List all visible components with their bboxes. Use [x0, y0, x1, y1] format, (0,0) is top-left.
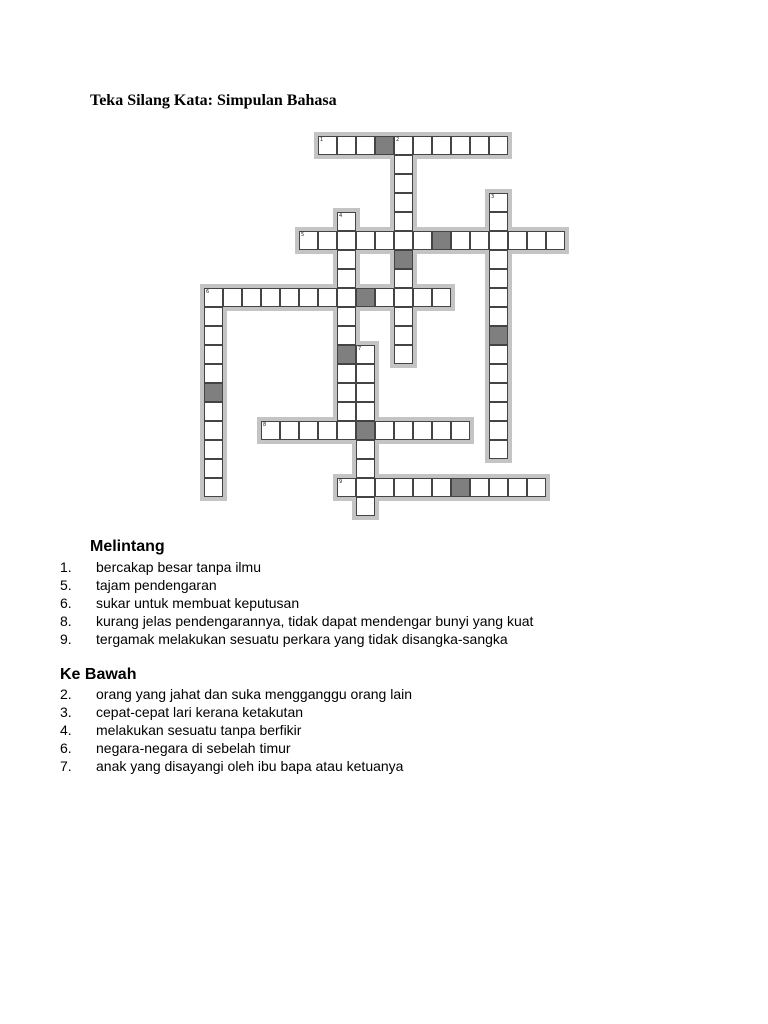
- grid-cell[interactable]: [394, 212, 413, 231]
- grid-cell[interactable]: [375, 421, 394, 440]
- grid-cell[interactable]: [451, 136, 470, 155]
- grid-cell[interactable]: [489, 402, 508, 421]
- grid-cell[interactable]: [470, 231, 489, 250]
- clue-number: 5.: [60, 577, 72, 593]
- grid-cell[interactable]: [375, 288, 394, 307]
- clue-number: 7.: [60, 758, 72, 774]
- grid-cell[interactable]: [356, 364, 375, 383]
- grid-cell[interactable]: [489, 345, 508, 364]
- shaded-cell: [394, 250, 413, 269]
- across-clue: [60, 612, 533, 630]
- across-heading: Melintang: [90, 538, 165, 555]
- grid-cell[interactable]: [356, 231, 375, 250]
- grid-cell[interactable]: [394, 193, 413, 212]
- grid-cell[interactable]: [394, 231, 413, 250]
- clue-number-label: 9: [339, 479, 343, 485]
- clue-number-label: 4: [339, 213, 343, 219]
- grid-cell[interactable]: [337, 136, 356, 155]
- grid-cell[interactable]: [261, 288, 280, 307]
- grid-cell[interactable]: [470, 136, 489, 155]
- shaded-cell: [375, 136, 394, 155]
- grid-cell[interactable]: [204, 364, 223, 383]
- clue-number-label: 6: [206, 289, 210, 295]
- shaded-cell: [337, 345, 356, 364]
- grid-cell[interactable]: [299, 421, 318, 440]
- down-clue: [60, 739, 291, 757]
- grid-cell[interactable]: [394, 288, 413, 307]
- clue-number-label: 8: [263, 422, 267, 428]
- grid-cell[interactable]: [204, 459, 223, 478]
- grid-cell[interactable]: [394, 269, 413, 288]
- grid-cell[interactable]: [413, 421, 432, 440]
- grid-cell[interactable]: [527, 231, 546, 250]
- clue-number: 4.: [60, 722, 72, 738]
- shaded-cell: [451, 478, 470, 497]
- grid-cell[interactable]: [432, 421, 451, 440]
- clue-number-label: 5: [301, 232, 305, 238]
- grid-cell[interactable]: [204, 307, 223, 326]
- grid-cell[interactable]: [413, 288, 432, 307]
- clue-number: 2.: [60, 686, 72, 702]
- grid-cell[interactable]: [489, 212, 508, 231]
- grid-cell[interactable]: [337, 269, 356, 288]
- grid-cell[interactable]: [337, 250, 356, 269]
- grid-cell[interactable]: [280, 288, 299, 307]
- grid-cell[interactable]: [413, 136, 432, 155]
- grid-cell[interactable]: [242, 288, 261, 307]
- grid-cell[interactable]: [337, 307, 356, 326]
- grid-cell[interactable]: [318, 288, 337, 307]
- grid-cell[interactable]: [356, 478, 375, 497]
- grid-cell[interactable]: [489, 421, 508, 440]
- grid-cell[interactable]: [394, 478, 413, 497]
- grid-cell[interactable]: [280, 421, 299, 440]
- grid-cell[interactable]: [508, 478, 527, 497]
- grid-cell[interactable]: [413, 231, 432, 250]
- clue-number-label: 7: [358, 346, 362, 352]
- clue-text: melakukan sesuatu tanpa berfikir: [96, 722, 302, 738]
- clue-number-label: 2: [396, 137, 400, 143]
- grid-cell[interactable]: [337, 364, 356, 383]
- grid-cell[interactable]: [337, 421, 356, 440]
- grid-cell[interactable]: [470, 478, 489, 497]
- page-title: Teka Silang Kata: Simpulan Bahasa: [90, 92, 337, 109]
- grid-cell[interactable]: [432, 288, 451, 307]
- clue-text: kurang jelas pendengarannya, tidak dapat mendengar bunyi yang kuat: [96, 613, 534, 629]
- grid-cell[interactable]: [375, 478, 394, 497]
- grid-cell[interactable]: [318, 231, 337, 250]
- grid-cell[interactable]: [489, 383, 508, 402]
- shaded-cell: [204, 383, 223, 402]
- grid-cell[interactable]: [489, 288, 508, 307]
- down-clue: [60, 757, 403, 775]
- shaded-cell: [489, 326, 508, 345]
- shaded-cell: [356, 421, 375, 440]
- clue-text: anak yang disayangi oleh ibu bapa atau ketuanya: [96, 758, 404, 774]
- grid-cell[interactable]: [489, 478, 508, 497]
- clue-number-label: 3: [491, 194, 495, 200]
- across-clue: [60, 594, 299, 612]
- grid-cell[interactable]: [318, 421, 337, 440]
- grid-cell[interactable]: [356, 440, 375, 459]
- grid-cell[interactable]: [394, 155, 413, 174]
- grid-cell[interactable]: [356, 459, 375, 478]
- clue-text: cepat-cepat lari kerana ketakutan: [96, 704, 304, 720]
- down-clue: [60, 703, 303, 721]
- grid-cell[interactable]: [489, 231, 508, 250]
- shaded-cell: [356, 288, 375, 307]
- clue-number: 8.: [60, 613, 72, 629]
- shaded-cell: [432, 231, 451, 250]
- grid-cell[interactable]: [489, 307, 508, 326]
- grid-cell[interactable]: [204, 421, 223, 440]
- down-clue: [60, 685, 412, 703]
- grid-cell[interactable]: [508, 231, 527, 250]
- grid-cell[interactable]: [413, 478, 432, 497]
- grid-cell[interactable]: [356, 497, 375, 516]
- grid-cell[interactable]: [432, 136, 451, 155]
- grid-cell[interactable]: [356, 136, 375, 155]
- grid-cell[interactable]: [337, 402, 356, 421]
- grid-cell[interactable]: [356, 383, 375, 402]
- grid-cell[interactable]: [394, 174, 413, 193]
- down-clue: [60, 721, 301, 739]
- clue-number: 9.: [60, 631, 72, 647]
- across-clue: [60, 558, 261, 576]
- grid-cell[interactable]: [337, 383, 356, 402]
- grid-cell[interactable]: [204, 402, 223, 421]
- grid-cell[interactable]: [204, 326, 223, 345]
- grid-cell[interactable]: [299, 288, 318, 307]
- grid-cell[interactable]: [204, 345, 223, 364]
- grid-cell[interactable]: [451, 421, 470, 440]
- grid-cell[interactable]: [204, 478, 223, 497]
- grid-cell[interactable]: [223, 288, 242, 307]
- grid-cell[interactable]: [394, 307, 413, 326]
- down-heading: Ke Bawah: [60, 666, 137, 683]
- clue-text: tajam pendengaran: [96, 577, 217, 593]
- grid-cell[interactable]: [546, 231, 565, 250]
- grid-cell[interactable]: [432, 478, 451, 497]
- clue-text: orang yang jahat dan suka mengganggu orang lain: [96, 686, 413, 702]
- clue-text: bercakap besar tanpa ilmu: [96, 559, 261, 575]
- grid-cell[interactable]: [337, 288, 356, 307]
- clue-text: tergamak melakukan sesuatu perkara yang tidak disangka-sangka: [96, 631, 508, 647]
- across-clue: [60, 630, 508, 648]
- grid-cell[interactable]: [394, 345, 413, 364]
- grid-cell[interactable]: [337, 231, 356, 250]
- grid-cell[interactable]: [489, 250, 508, 269]
- clue-number-label: 1: [320, 137, 324, 143]
- grid-cell[interactable]: [337, 326, 356, 345]
- clue-number: 6.: [60, 595, 72, 611]
- clue-number: 3.: [60, 704, 72, 720]
- grid-cell[interactable]: [489, 136, 508, 155]
- clue-number: 1.: [60, 559, 72, 575]
- grid-cell[interactable]: [204, 440, 223, 459]
- clue-text: negara-negara di sebelah timur: [96, 740, 291, 756]
- grid-cell[interactable]: [489, 440, 508, 459]
- grid-cell[interactable]: [451, 231, 470, 250]
- clue-text: sukar untuk membuat keputusan: [96, 595, 300, 611]
- grid-cell[interactable]: [527, 478, 546, 497]
- clue-number: 6.: [60, 740, 72, 756]
- grid-cell[interactable]: [356, 402, 375, 421]
- grid-cell[interactable]: [394, 421, 413, 440]
- grid-cell[interactable]: [489, 269, 508, 288]
- grid-cell[interactable]: [489, 364, 508, 383]
- grid-cell[interactable]: [375, 231, 394, 250]
- grid-cell[interactable]: [394, 326, 413, 345]
- across-clue: [60, 576, 217, 594]
